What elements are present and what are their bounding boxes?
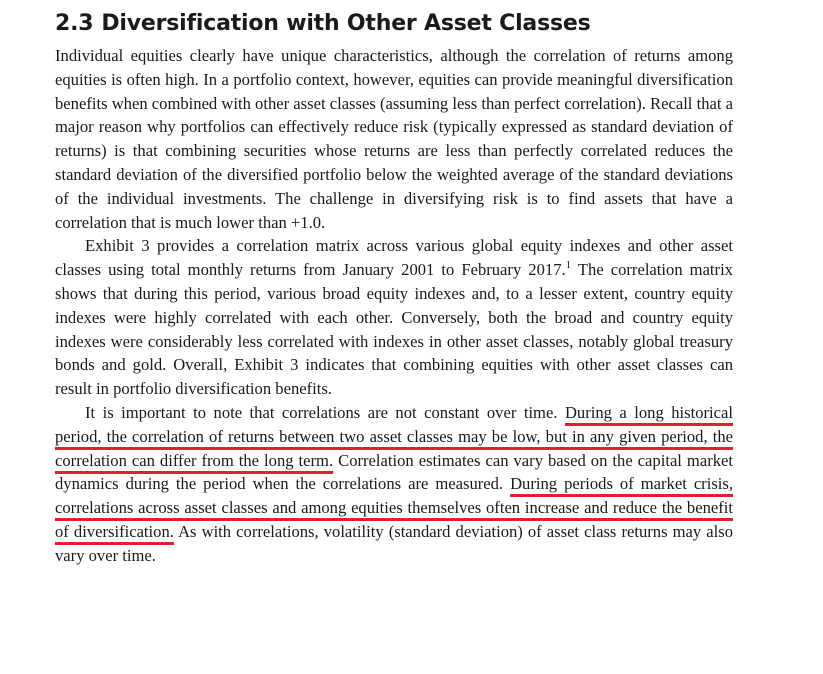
section-heading (55, 8, 733, 40)
paragraph-3 (55, 401, 733, 568)
section-title: Diversification with Other Asset Classes (101, 11, 591, 36)
paragraph-2-text: Exhibit 3 provides a correlation matrix across various global equity indexes and other asset classes using total monthly returns from January 2001 to February 2017. (55, 236, 733, 280)
paragraph-2 (55, 234, 733, 401)
highlighted-passage-1: During a long historical period, the correlation of returns between two asset classes may be low, but in any given period, the correlation can differ from the long term. (55, 402, 733, 470)
footnote-marker[interactable]: 1 (565, 259, 572, 272)
document-page (55, 8, 733, 568)
paragraph-3-end: As with correlations, volatility (standard deviation) of asset class returns may also vary over time. (55, 521, 733, 565)
paragraph-3-intro: It is important to note that correlations are not constant over time. (85, 402, 565, 422)
highlighted-passage-2: During periods of market crisis, correlations across asset classes and among equities themselves often increase and reduce the benefit of diversification. (55, 474, 733, 541)
paragraph-3-middle: Correlation estimates can vary based on the capital market dynamics during the period when the correlations are measured. (55, 450, 733, 494)
paragraph-2-continuation: The correlation matrix shows that during this period, various broad equity indexes and, to a lesser extent, country equity indexes were highly correlated with each other. Conversely, both the broad and country equity indexes were considerably less correlated with indexes in other asset classes, notably global treasury bonds and gold. Overall, Exhibit 3 indicates that combining equities with other asset classes can result in portfolio diversification benefits. (55, 260, 733, 399)
section-number: 2.3 (55, 11, 94, 36)
paragraph-1: Individual equities clearly have unique characteristics, although the correlation of returns among equities is often high. In a portfolio context, however, equities can provide meaningful diversification benefits when combined with other asset classes (assuming less than perfect correlation). Recall that a major reason why portfolios can effectively reduce risk (typically expressed as standard deviation of returns) is that combining securities whose returns are less than perfectly correlated reduces the standard deviation of the diversified portfolio below the weighted average of the standard deviations of the individual investments. The challenge in diversifying risk is to find assets that have a correlation that is much lower than +1.0. (55, 46, 733, 232)
